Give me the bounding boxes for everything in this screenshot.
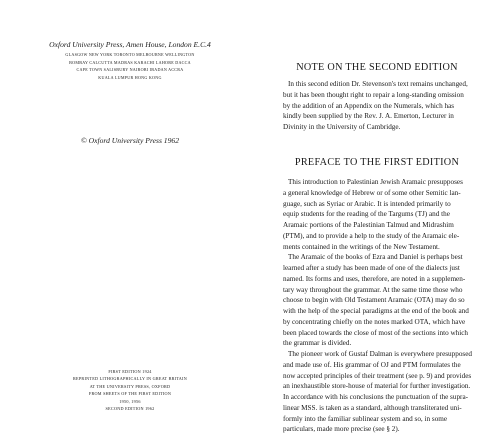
publisher-line: Oxford University Press, Amen House, London E.C.4 xyxy=(49,40,211,49)
text-line: In accordance with his conclusions the punctuation of the supra- xyxy=(283,393,469,401)
first-edition-preface xyxy=(283,177,503,435)
imprint-line: 1950, 1956 xyxy=(119,398,141,404)
second-edition-note xyxy=(283,79,503,133)
right-page xyxy=(252,0,504,433)
cities-line: GLASGOW NEW YORK TORONTO MELBOURNE WELLINGTON xyxy=(65,52,195,57)
text-line: by concentrating chiefly on the notes marked OTA, which have xyxy=(283,317,466,326)
text-line: and made use of. His grammar of OJ and PTM formulates the xyxy=(283,360,461,369)
text-line: linear MSS. is taken as a standard, although transliterated uni- xyxy=(283,403,462,412)
imprint-line: FROM SHEETS OF THE FIRST EDITION xyxy=(88,391,172,397)
text-line: by the addition of an Appendix on the Numerals, which has xyxy=(283,101,455,110)
text-line: In this second edition Dr. Stevenson's text remains unchanged, xyxy=(288,80,468,88)
text-line: equip students for the reading of the Targums (TJ) and the xyxy=(283,210,450,219)
copyright-notice: © Oxford University Press 1962 xyxy=(80,136,179,145)
publisher-cities xyxy=(22,51,238,81)
cities-line: CAPE TOWN SALISBURY NAIROBI IBADAN ACCRA xyxy=(76,67,184,73)
text-line: The pioneer work of Gustaf Dalman is everywhere presupposed xyxy=(288,350,473,358)
text-line: formly into the familiar sublinear system and so, in some xyxy=(283,414,448,423)
text-line: Aramaic portions of the Palestinian Talmud and Midrashim xyxy=(283,221,454,229)
left-page xyxy=(0,0,252,433)
cities-line: KUALA LUMPUR HONG KONG xyxy=(98,74,162,80)
text-line: named. Its forms and uses, therefore, are noted in a supplemen- xyxy=(283,274,466,283)
first-edition-heading: PREFACE TO THE FIRST EDITION xyxy=(294,157,460,168)
text-line: tary way throughout the grammar. At the same time those who xyxy=(283,285,463,294)
text-line: The Aramaic of the books of Ezra and Daniel is perhaps best xyxy=(288,253,463,262)
text-line: the grammar is divided. xyxy=(283,339,352,348)
text-line: with the help of the special paradigms at the end of the book and xyxy=(283,307,469,315)
text-line: now accepted principles of their treatment (see p. 9) and provides xyxy=(283,371,472,380)
text-line: particulars, made more precise (see § 2). xyxy=(283,425,400,434)
text-line: learned after a study has been made of one of the dialects just xyxy=(283,264,460,272)
text-line: guage, such as Syriac or Arabic. It is intended primarily to xyxy=(283,199,451,208)
imprint-line: FIRST EDITION 1924 xyxy=(108,369,152,374)
text-line: an inexhaustible store-house of material for further investigation. xyxy=(283,382,471,391)
imprint-line: REPRINTED LITHOGRAPHICALLY IN GREAT BRITAIN xyxy=(73,376,187,382)
cities-line: BOMBAY CALCUTTA MADRAS KARACHI LAHORE DACCA xyxy=(69,59,191,65)
imprint-line: SECOND EDITION 1962 xyxy=(105,406,155,412)
text-line: This introduction to Palestinian Jewish Aramaic presupposes xyxy=(288,178,463,186)
text-line: choose to begin with Old Testament Aramaic (OTA) may do so xyxy=(283,296,465,305)
text-line: ments contained in the writings of the New Testament. xyxy=(283,242,440,251)
text-line: a general knowledge of Hebrew or of some other Semitic lan- xyxy=(283,188,461,197)
text-line: Divinity in the University of Cambridge. xyxy=(283,123,401,131)
text-line: (PTM), and to provide a help to the study of the Aramaic ele- xyxy=(283,231,460,240)
edition-history xyxy=(22,368,238,412)
imprint-line: AT THE UNIVERSITY PRESS, OXFORD xyxy=(89,383,171,389)
text-line: kindly been supplied by the Rev. J. A. Emerton, Lecturer in xyxy=(283,112,454,121)
text-line: but it has been thought right to repair a long-standing omission xyxy=(283,90,464,99)
text-line: been placed towards the close of most of the sections into which xyxy=(283,328,469,337)
second-edition-heading: NOTE ON THE SECOND EDITION xyxy=(296,62,458,73)
